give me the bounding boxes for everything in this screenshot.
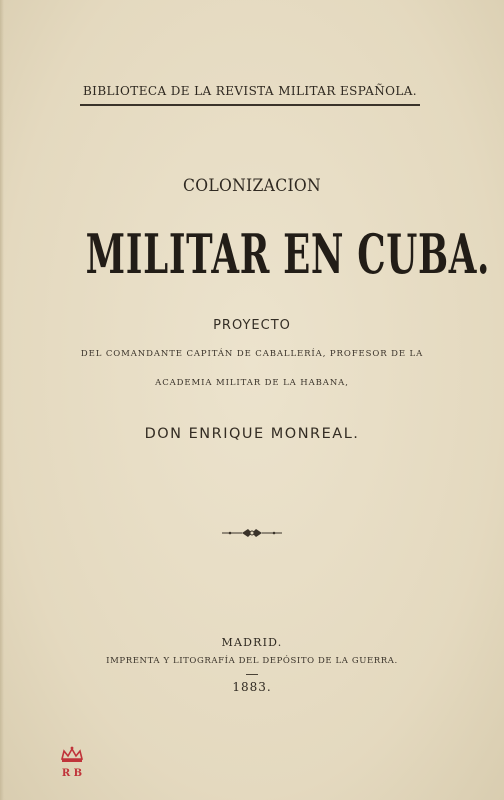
royal-crown-stamp-icon <box>57 745 87 781</box>
author-credentials-line-2: ACADEMIA MILITAR DE LA HABANA, <box>155 378 349 388</box>
author-credentials-line-1: DEL COMANDANTE CAPITÁN DE CABALLERÍA, PROFESOR DE LA <box>80 349 424 359</box>
heading-rule <box>80 104 420 106</box>
book-subtitle: COLONIZACION <box>182 176 321 196</box>
imprint-rule <box>246 674 258 675</box>
proyecto-label: PROYECTO <box>213 318 291 333</box>
fleuron-divider-icon <box>220 526 284 540</box>
imprint-place: MADRID. <box>221 636 283 649</box>
series-heading: BIBLIOTECA DE LA REVISTA MILITAR ESPAÑOLA. <box>82 84 418 98</box>
book-title: MILITAR EN CUBA. <box>85 222 491 286</box>
imprint-year: 1883. <box>232 680 272 694</box>
svg-text:R B: R B <box>61 768 83 779</box>
author-name: DON ENRIQUE MONREAL. <box>144 426 360 442</box>
imprint-printer: IMPRENTA Y LITOGRAFÍA DEL DEPÓSITO DE LA GUERRA. <box>106 656 398 666</box>
